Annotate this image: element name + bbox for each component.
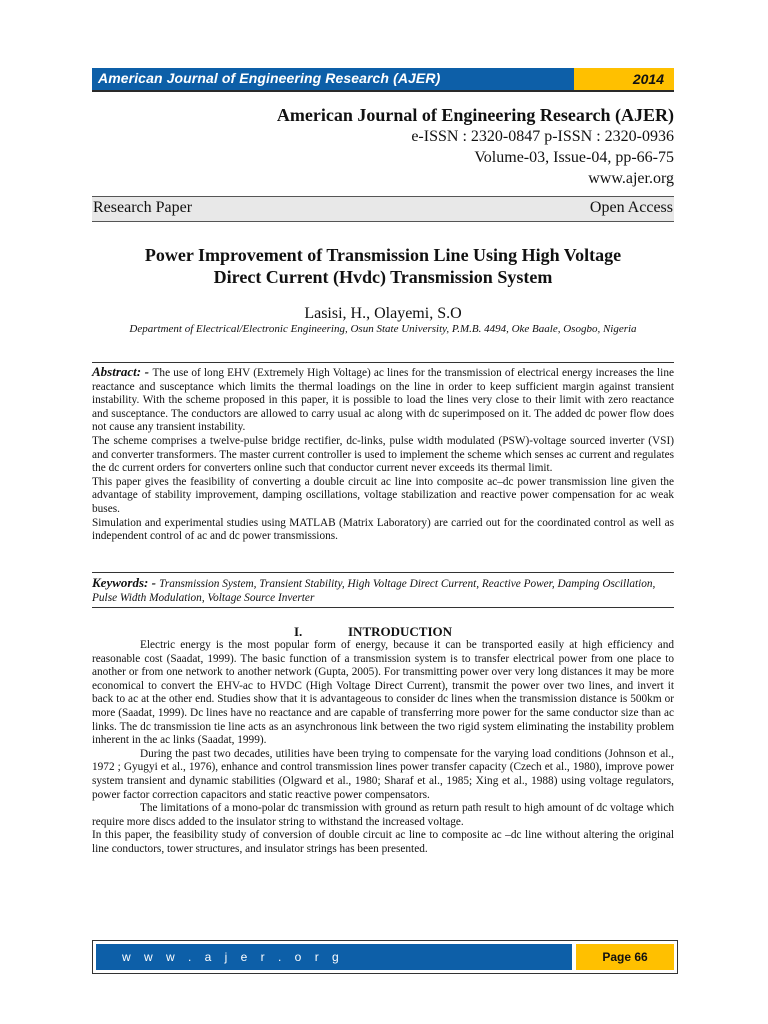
body-paragraph: The limitations of a mono-polar dc transmission with ground as return path result to high amount of dc voltage which require more discs added to the insulator string to withstand the increased voltage. <box>92 802 674 828</box>
masthead-issn: e-ISSN : 2320-0847 p-ISSN : 2320-0936 <box>411 128 674 145</box>
paper-title-line: Direct Current (Hvdc) Transmission System <box>213 267 553 287</box>
body-paragraph: During the past two decades, utilities have been trying to compensate for the varying load conditions (Johnson et al., 1972 ; Gyugyi et al., 1976), enhance and control transmission lines power transfer capacity (Czech et al., 1980), improve power system transient and dynamic stabilities (Olgward et al., 1980; Sharaf et al., 1985; Xing et al., 1988) using voltage regulators, power factor correction capacitors and static reactive power compensators. <box>92 747 674 801</box>
abstract-paragraph <box>92 365 674 435</box>
footer-url[interactable]: w w w . a j e r . o r g <box>122 950 344 964</box>
body-text <box>92 639 674 857</box>
paper-title-line: Power Improvement of Transmission Line Using High Voltage <box>144 245 622 265</box>
paper-type-label: Research Paper <box>93 199 193 216</box>
section-number: I. <box>294 624 303 639</box>
masthead <box>277 104 674 189</box>
page-number: Page 66 <box>576 944 674 970</box>
paper-type-row <box>92 196 674 222</box>
masthead-volume: Volume-03, Issue-04, pp-66-75 <box>474 149 674 166</box>
paper-title <box>92 244 674 288</box>
journal-header-bar <box>92 68 674 92</box>
keywords-text: Transmission System, Transient Stability, High Voltage Direct Current, Reactive Power, Damping Oscillation, Pulse Width Modulation, Voltage Source Inverter <box>92 578 656 604</box>
page-footer <box>92 940 678 974</box>
access-type-label: Open Access <box>589 199 673 216</box>
keywords-label: Keywords: - <box>92 575 160 590</box>
abstract-section <box>92 362 674 544</box>
footer-bar <box>96 944 572 970</box>
abstract-label: Abstract: - <box>92 364 153 379</box>
masthead-url[interactable]: www.ajer.org <box>588 170 674 187</box>
abstract-paragraph: This paper gives the feasibility of converting a double circuit ac line into composite ac–dc power transmission line given the advantage of stability improvement, damping oscillations, voltage stabilization and reactive power compensation for ac weak buses. <box>92 475 674 515</box>
header-journal-name: American Journal of Engineering Research (AJER) <box>98 70 441 86</box>
body-paragraph: In this paper, the feasibility study of conversion of double circuit ac line to composite ac –dc line without altering the original line conductors, tower structures, and insulator strings has been presented. <box>92 829 674 855</box>
body-paragraph: Electric energy is the most popular form of energy, because it can be transported easily at high efficiency and reasonable cost (Saadat, 1999). The basic function of a transmission system is to transfer electrical power from one place to another or from one network to another network (Gupta, 2005). For transmitting power over very long distances it may be more economical to convert the EHV-ac to HVDC (High Voltage Direct Current), transmit the power over two lines, and invert it back to ac at the other end. Studies show that it is advantageous to consider dc lines when the transmission distance is 500km or more (Saadat, 1999). Dc lines have no reactance and are capable of transferring more power for the same conductor size than ac links. The dc transmission tie line acts as an asynchronous link between the two rigid system eliminating the instability problem inherent in the ac links (Saadat, 1999). <box>92 639 674 747</box>
abstract-paragraph: The scheme comprises a twelve-pulse bridge rectifier, dc-links, pulse width modulated (PSW)-voltage sourced inverter (VSI) and converter transformers. The master current controller is used to implement the scheme which senses ac current and regulates the dc current orders for converters online such that conductor current never exceeds its thermal limit. <box>92 434 674 475</box>
masthead-title: American Journal of Engineering Research (AJER) <box>276 105 674 125</box>
authors: Lasisi, H., Olayemi, S.O <box>304 305 462 322</box>
keywords-section <box>92 572 674 608</box>
abstract-paragraph: Simulation and experimental studies using MATLAB (Matrix Laboratory) are carried out for the coordinated control as well as independent control of ac and dc power transmissions. <box>92 516 674 543</box>
affiliation: Department of Electrical/Electronic Engineering, Osun State University, P.M.B. 4494, Oke Baale, Osogbo, Nigeria <box>129 323 637 335</box>
section-title: INTRODUCTION <box>348 624 453 639</box>
abstract-text: The use of long EHV (Extremely High Voltage) ac lines for the transmission of electrical energy increases the line reactance and susceptance which limits the thermal loadings on the line in order to keep sufficient margin against transient instability. With the scheme proposed in this paper, it is possible to load the lines very close to their limit with zero reactance and susceptance. The conductors are allowed to carry usual ac along with dc superimposed on it. The added dc power flow does not cause any transient instability. <box>92 367 674 434</box>
header-year: 2014 <box>574 68 674 90</box>
